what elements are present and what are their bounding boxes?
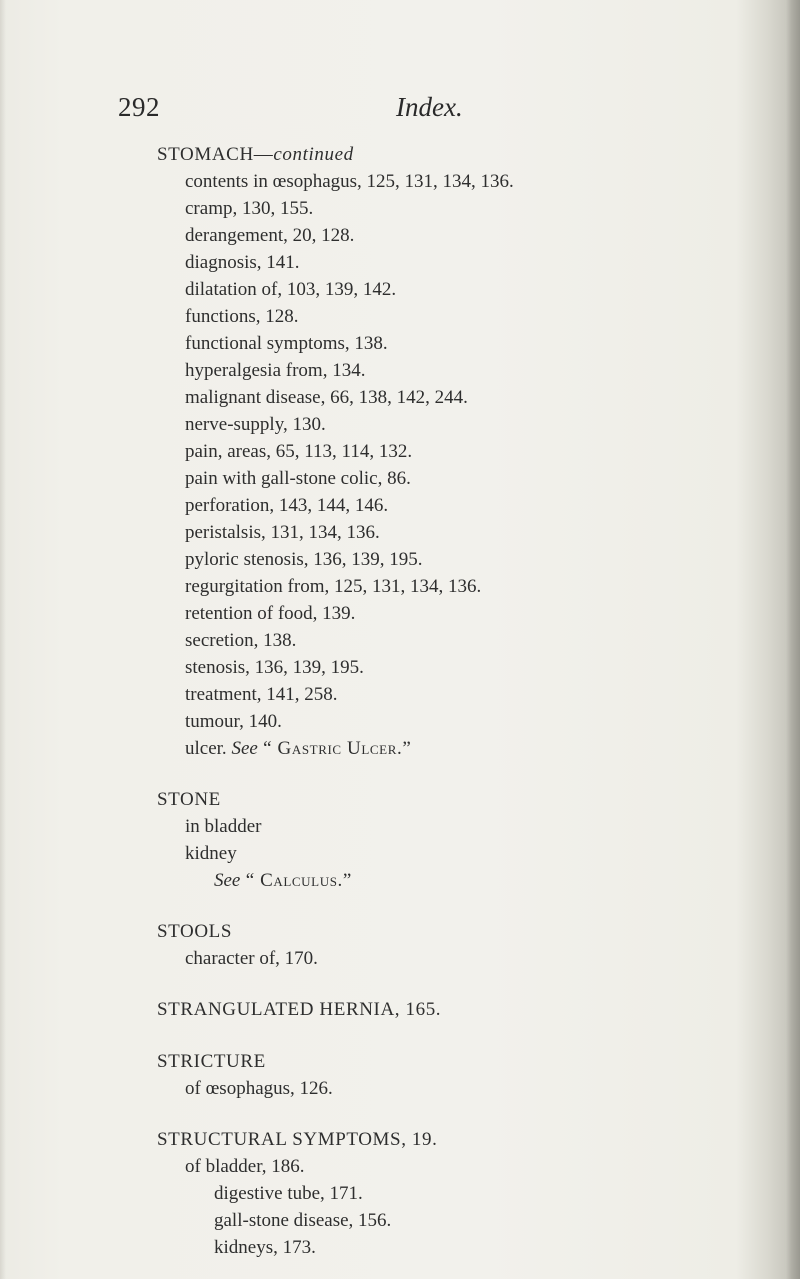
index-heading-strangulated-hernia: STRANGULATED HERNIA, 165.	[157, 999, 442, 1020]
index-entry: stenosis, 136, 139, 195.	[185, 657, 364, 678]
index-cross-reference	[214, 869, 352, 893]
index-heading-stricture: STRICTURE	[157, 1051, 266, 1072]
index-entry: tumour, 140.	[185, 711, 282, 732]
index-subentry: gall-stone disease, 156.	[214, 1210, 392, 1231]
running-head: Index.	[396, 92, 463, 122]
page-left-edge	[0, 0, 6, 1279]
page-number: 292	[118, 92, 160, 122]
index-entry: retention of food, 139.	[185, 603, 356, 624]
index-entry: perforation, 143, 144, 146.	[185, 495, 389, 516]
see-label: See	[214, 870, 241, 891]
index-entry: kidney	[185, 843, 237, 864]
index-entry: functional symptoms, 138.	[185, 333, 388, 354]
index-entry: in bladder	[185, 816, 262, 837]
index-heading-stomach	[157, 143, 354, 167]
index-entry: pain with gall-stone colic, 86.	[185, 468, 411, 489]
index-heading-stone: STONE	[157, 789, 221, 810]
index-entry: contents in œsophagus, 125, 131, 134, 136.	[185, 171, 514, 192]
heading-continued: continued	[273, 144, 354, 165]
index-entry: of œsophagus, 126.	[185, 1078, 333, 1099]
cross-reference: “ Gastric Ulcer.”	[257, 738, 412, 759]
index-heading-structural-symptoms: STRUCTURAL SYMPTOMS, 19.	[157, 1129, 438, 1150]
index-entry: pyloric stenosis, 136, 139, 195.	[185, 549, 423, 570]
heading-text: STOMACH—	[157, 144, 274, 165]
index-entry: cramp, 130, 155.	[185, 198, 314, 219]
index-subentry: kidneys, 173.	[214, 1237, 316, 1258]
page-right-edge	[786, 0, 800, 1279]
index-entry: character of, 170.	[185, 948, 318, 969]
index-entry: treatment, 141, 258.	[185, 684, 338, 705]
index-entry: nerve-supply, 130.	[185, 414, 326, 435]
entry-text: ulcer.	[185, 738, 232, 759]
index-entry: regurgitation from, 125, 131, 134, 136.	[185, 576, 482, 597]
index-entry: pain, areas, 65, 113, 114, 132.	[185, 441, 413, 462]
index-heading-stools: STOOLS	[157, 921, 233, 942]
index-entry: peristalsis, 131, 134, 136.	[185, 522, 380, 543]
index-entry: derangement, 20, 128.	[185, 225, 355, 246]
index-entry: functions, 128.	[185, 306, 299, 327]
index-entry: hyperalgesia from, 134.	[185, 360, 366, 381]
index-entry: secretion, 138.	[185, 630, 297, 651]
index-entry: of bladder, 186.	[185, 1156, 305, 1177]
cross-reference: “ Calculus.”	[240, 870, 352, 891]
index-entry-ulcer	[185, 737, 411, 761]
index-entry: dilatation of, 103, 139, 142.	[185, 279, 397, 300]
see-label: See	[231, 738, 258, 759]
index-subentry: digestive tube, 171.	[214, 1183, 363, 1204]
index-entry: malignant disease, 66, 138, 142, 244.	[185, 387, 468, 408]
index-entry: diagnosis, 141.	[185, 252, 300, 273]
